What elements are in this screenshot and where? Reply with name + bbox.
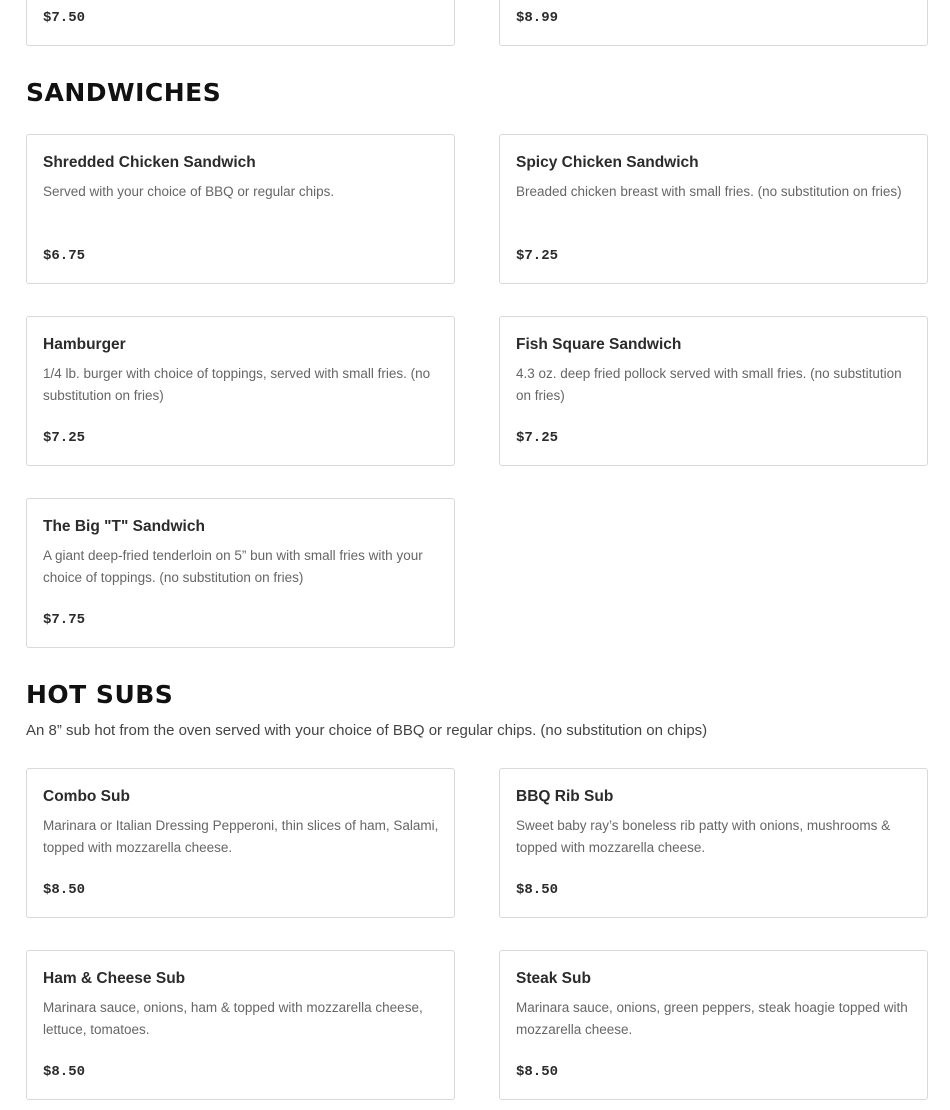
item-price: $8.50 [43,1064,86,1080]
menu-item-card[interactable] [26,498,455,648]
item-price: $7.25 [43,430,86,446]
item-price: $6.75 [43,248,86,264]
item-name: Fish Square Sandwich [516,336,682,353]
menu-item-card[interactable] [26,316,455,466]
item-name: Combo Sub [43,788,130,805]
menu-item-card[interactable] [26,950,455,1100]
item-description: 1/4 lb. burger with choice of toppings, served with small fries. (no substitution on fries) [43,366,431,403]
item-price: $7.25 [516,430,559,446]
item-description: Breaded chicken breast with small fries. (no substitution on fries) [516,184,902,199]
item-description: Sweet baby ray’s boneless rib patty with onions, mushrooms & topped with mozzarella cheese. [516,818,891,855]
menu-item-card[interactable] [26,0,455,46]
section-title-hot-subs: HOT SUBS [26,680,174,709]
item-description: A giant deep-fried tenderloin on 5” bun with small fries with your choice of toppings. (no substitution on fries) [43,548,423,585]
menu-item-card[interactable] [26,134,455,284]
item-price: $8.50 [43,882,86,898]
item-price: $8.50 [516,882,559,898]
item-name: Ham & Cheese Sub [43,970,186,987]
section-title-sandwiches: SANDWICHES [26,78,222,107]
menu-item-card[interactable] [499,950,928,1100]
item-description: Served with your choice of BBQ or regular chips. [43,184,335,199]
item-price: $8.99 [516,10,559,26]
item-name: BBQ Rib Sub [516,788,614,805]
menu-item-card[interactable] [499,768,928,918]
menu-item-card[interactable] [499,134,928,284]
item-name: Hamburger [43,336,126,353]
item-price: $8.50 [516,1064,559,1080]
item-description: Marinara sauce, onions, green peppers, steak hoagie topped with mozzarella cheese. [516,1000,908,1037]
item-description: Marinara or Italian Dressing Pepperoni, thin slices of ham, Salami, topped with mozzarella cheese. [43,818,439,855]
item-name: Steak Sub [516,970,591,987]
item-description: 4.3 oz. deep fried pollock served with small fries. (no substitution on fries) [516,366,902,403]
menu-item-card[interactable] [499,0,928,46]
menu-item-card[interactable] [499,316,928,466]
item-price: $7.25 [516,248,559,264]
item-price: $7.75 [43,612,86,628]
menu-item-card[interactable] [26,768,455,918]
item-name: The Big "T" Sandwich [43,518,205,535]
item-price: $7.50 [43,10,86,26]
section-description: An 8” sub hot from the oven served with your choice of BBQ or regular chips. (no substitution on chips) [26,722,708,739]
item-name: Shredded Chicken Sandwich [43,154,256,171]
item-description: Marinara sauce, onions, ham & topped with mozzarella cheese, lettuce, tomatoes. [43,1000,423,1037]
item-name: Spicy Chicken Sandwich [516,154,699,171]
